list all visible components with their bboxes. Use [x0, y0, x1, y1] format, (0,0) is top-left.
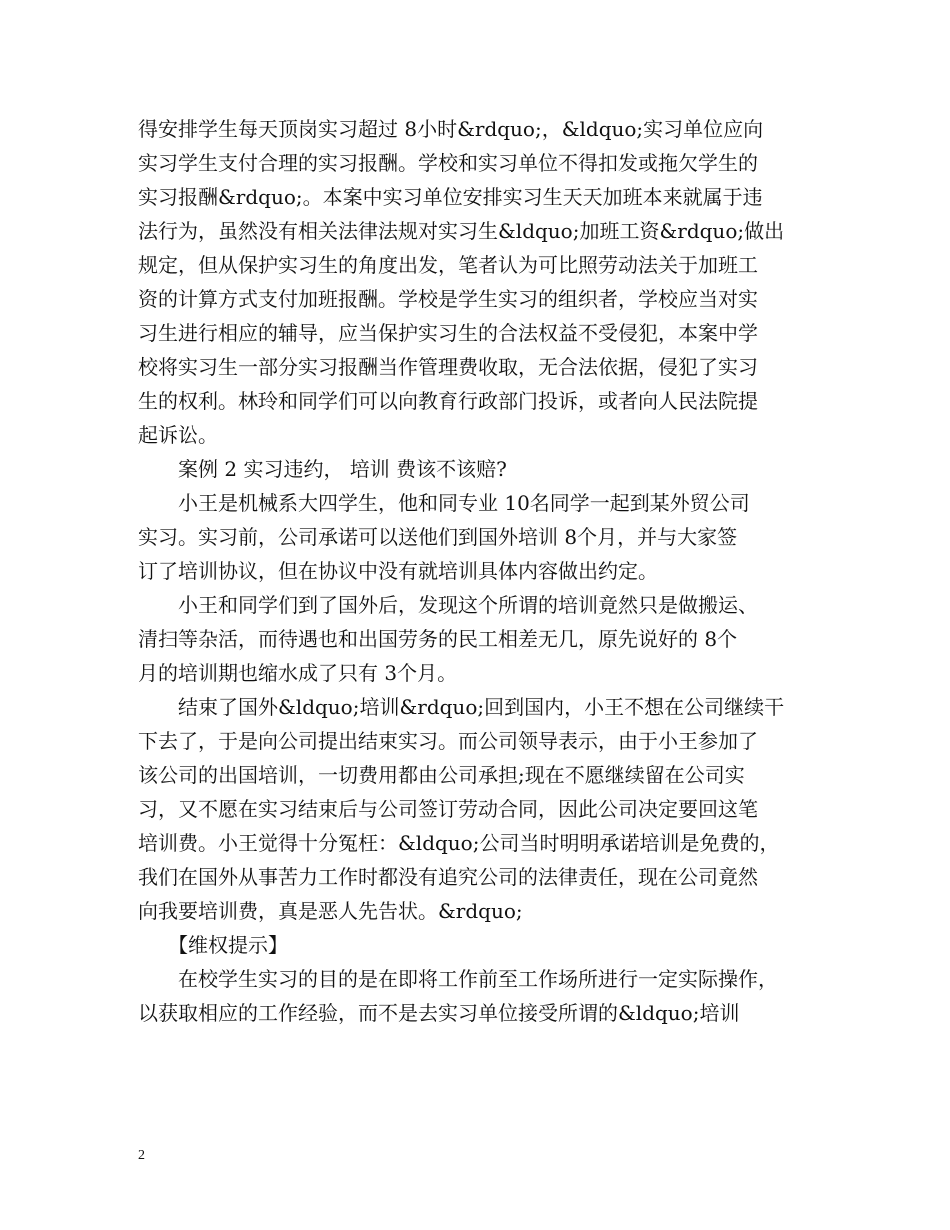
text-line: 生的权利。林玲和同学们可以向教育行政部门投诉，或者向人民法院提: [138, 389, 758, 413]
text-line: 在校学生实习的目的是在即将工作前至工作场所进行一定实际操作，: [138, 967, 778, 991]
text-line: 起诉讼。: [138, 423, 218, 447]
text-line: 校将实习生一部分实习报酬当作管理费收取，无合法依据，侵犯了实习: [138, 355, 758, 379]
text-line: 月的培训期也缩水成了只有 3个月。: [138, 661, 458, 685]
text-line: 规定，但从保护实习生的角度出发，笔者认为可比照劳动法关于加班工: [138, 253, 758, 277]
text-line: 结束了国外&ldquo;培训&rdquo;回到国内，小王不想在公司继续干: [138, 695, 785, 719]
text-line: 清扫等杂活，而待遇也和出国劳务的民工相差无几，原先说好的 8个: [138, 627, 738, 651]
text-line: 订了培训协议，但在协议中没有就培训具体内容做出约定。: [138, 559, 658, 583]
page-number: 2: [138, 1148, 145, 1163]
text-line: 实习报酬&rdquo;。本案中实习单位安排实习生天天加班本来就属于违: [138, 185, 763, 209]
text-line: 小王是机械系大四学生，他和同专业 10名同学一起到某外贸公司: [138, 491, 750, 515]
body-text: [138, 112, 814, 1030]
text-line: 资的计算方式支付加班报酬。学校是学生实习的组织者，学校应当对实: [138, 287, 758, 311]
text-line: 习生进行相应的辅导，应当保护实习生的合法权益不受侵犯，本案中学: [138, 321, 758, 345]
text-line: 我们在国外从事苦力工作时都没有追究公司的法律责任，现在公司竟然: [138, 865, 758, 889]
text-line: 实习学生支付合理的实习报酬。学校和实习单位不得扣发或拖欠学生的: [138, 151, 758, 175]
text-line: 以获取相应的工作经验，而不是去实习单位接受所谓的&ldquo;培训: [138, 1001, 740, 1025]
section-heading: 【维权提示】: [138, 933, 288, 957]
text-line: 该公司的出国培训，一切费用都由公司承担;现在不愿继续留在公司实: [138, 763, 745, 787]
case-heading: 案例 2 实习违约， 培训 费该不该赔?: [138, 457, 507, 481]
text-line: 小王和同学们到了国外后，发现这个所谓的培训竟然只是做搬运、: [138, 593, 758, 617]
text-line: 法行为，虽然没有相关法律法规对实习生&ldquo;加班工资&rdquo;做出: [138, 219, 785, 243]
text-line: 习，又不愿在实习结束后与公司签订劳动合同，因此公司决定要回这笔: [138, 797, 758, 821]
text-line: 下去了，于是向公司提出结束实习。而公司领导表示，由于小王参加了: [138, 729, 758, 753]
text-line: 实习。实习前，公司承诺可以送他们到国外培训 8个月，并与大家签: [138, 525, 738, 549]
text-line: 培训费。小王觉得十分冤枉：&ldquo;公司当时明明承诺培训是免费的，: [138, 831, 780, 855]
text-line: 得安排学生每天顶岗实习超过 8小时&rdquo;，&ldquo;实习单位应向: [138, 117, 764, 141]
text-line: 向我要培训费，真是恶人先告状。&rdquo;: [138, 899, 523, 923]
